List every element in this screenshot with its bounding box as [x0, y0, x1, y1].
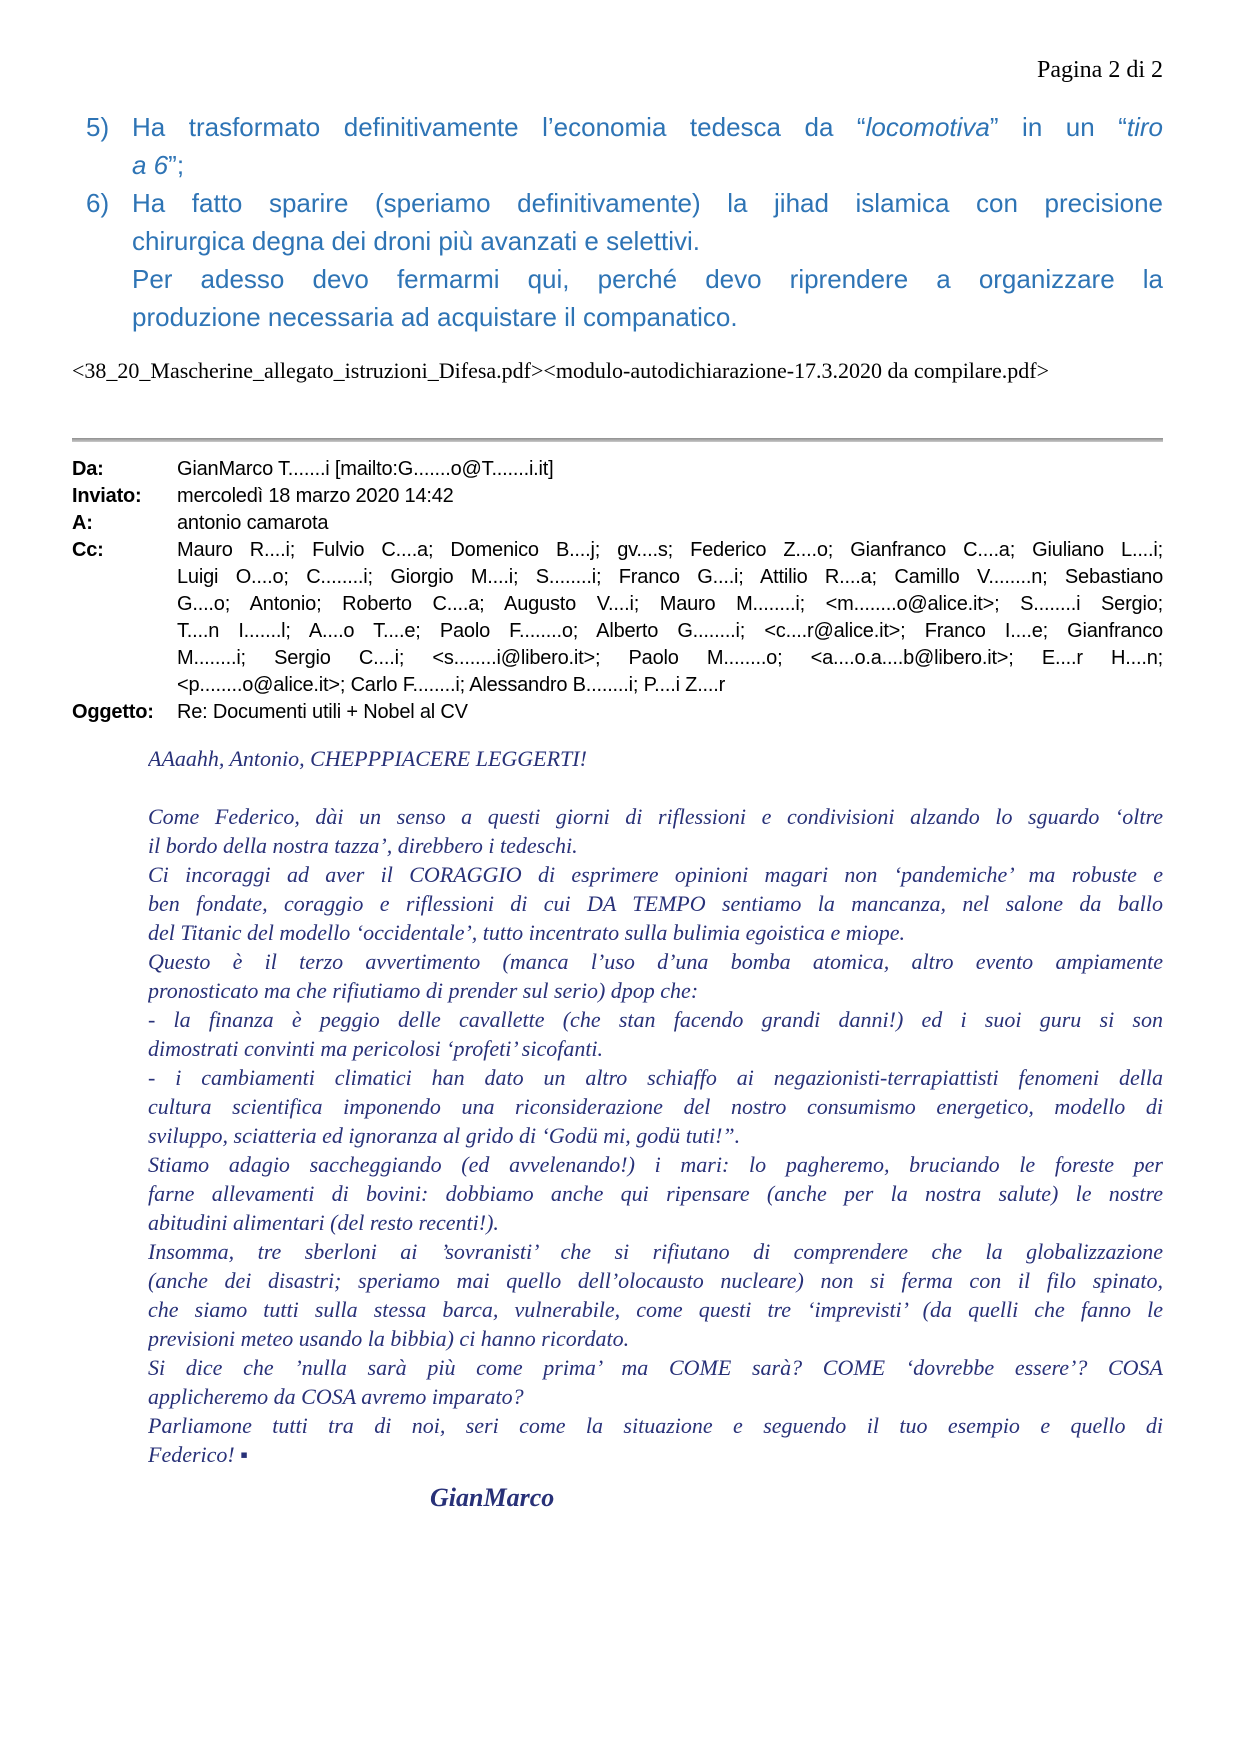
list-line: Ha fatto sparire (speriamo definitivamente) la jihad islamica con precisione [132, 188, 1163, 218]
header-row-cc [72, 537, 1163, 699]
list-line: Per adesso devo fermarmi qui, perché devo riprendere a organizzare la [132, 264, 1163, 294]
list-item-5 [72, 108, 1163, 184]
body-line: ben fondate, coraggio e riflessioni di cui DA TEMPO sentiamo la mancanza, nel salone da ballo [148, 891, 1163, 916]
body-line: AAaahh, Antonio, CHEPPPIACERE LEGGERTI! [148, 746, 587, 771]
header-row-a [72, 510, 1163, 537]
body-line: Federico! ▪ [148, 1442, 249, 1467]
cc-recipients-line: T....n I.......l; A....o T....e; Paolo F........o; Alberto G........i; <c....r@alice.it>; Franco I....e; Gianfranco [177, 620, 1163, 642]
header-row-oggetto [72, 699, 1163, 726]
body-line: cultura scientifica imponendo una riconsiderazione del nostro consumismo energetico, modello di [148, 1094, 1163, 1119]
header-value-inviato: mercoledì 18 marzo 2020 14:42 [177, 485, 454, 507]
body-line: sviluppo, sciatteria ed ignoranza al grido di ‘Godü mi, godü tuti!”. [148, 1123, 741, 1148]
body-line: Ci incoraggi ad aver il CORAGGIO di esprimere opinioni magari non ‘pandemiche’ ma robuste e [148, 862, 1163, 887]
list-item-number: 6) [86, 188, 110, 218]
list-item-number: 5) [86, 112, 110, 142]
header-label-cc: Cc: [72, 539, 104, 561]
body-line: Come Federico, dài un senso a questi giorni di riflessioni e condivisioni alzando lo sguardo ‘oltre [148, 804, 1163, 829]
header-value-da: GianMarco T.......i [mailto:G.......o@T.......i.it] [177, 458, 554, 480]
header-value-a: antonio camarota [177, 512, 329, 534]
body-line: previsioni meteo usando la bibbia) ci hanno ricordato. [148, 1326, 630, 1351]
list-line: chirurgica degna dei droni più avanzati e selettivi. [132, 226, 701, 256]
body-line: il bordo della nostra tazza’, direbbero i tedeschi. [148, 833, 578, 858]
body-line: Parliamone tutti tra di noi, seri come la situazione e seguendo il tuo esempio e quello di [148, 1413, 1163, 1438]
cc-recipients-line: Mauro R....i; Fulvio C....a; Domenico B....j; gv....s; Federico Z....o; Gianfranco C....a; Giuliano L....i; [177, 539, 1163, 561]
body-line: (anche dei disastri; speriamo mai quello dell’olocausto nucleare) non si ferma con il filo spinato, [148, 1268, 1163, 1293]
page-number: Pagina 2 di 2 [1037, 57, 1163, 83]
list-item-6 [72, 184, 1163, 336]
list-line: produzione necessaria ad acquistare il companatico. [132, 302, 738, 332]
signature: GianMarco [430, 1483, 555, 1512]
body-line: Insomma, tre sberloni ai ’sovranisti’ che si rifiutano di comprendere che la globalizzazione [148, 1239, 1163, 1264]
list-line: Ha trasformato definitivamente l’economia tedesca da “locomotiva” in un “tiro [132, 112, 1163, 142]
cc-recipients-line: G....o; Antonio; Roberto C....a; Augusto V....i; Mauro M........i; <m........o@alice.it>; S........i Sergio; [177, 593, 1163, 615]
header-label-da: Da: [72, 458, 104, 480]
body-line: Si dice che ’nulla sarà più come prima’ ma COME sarà? COME ‘dovrebbe essere’? COSA [148, 1355, 1163, 1380]
cc-recipients-line: Luigi O....o; C........i; Giorgio M....i; S........i; Franco G....i; Attilio R....a; Camillo V........n; Sebastiano [177, 566, 1163, 588]
header-value-cc [177, 537, 1163, 699]
cc-recipients-line: M........i; Sergio C....i; <s........i@libero.it>; Paolo M........o; <a....o.a....b@libero.it>; E....r H....n; [177, 647, 1163, 669]
body-line: farne allevamenti di bovini: dobbiamo anche qui ripensare (anche per la nostra salute) le nostre [148, 1181, 1163, 1206]
body-line: applicheremo da COSA avremo imparato? [148, 1384, 524, 1409]
body-line: che siamo tutti sulla stessa barca, vulnerabile, come questi tre ‘imprevisti’ (da quelli che fanno le [148, 1297, 1163, 1322]
list-line: a 6”; [132, 150, 185, 180]
body-line: del Titanic del modello ‘occidentale’, tutto incentrato sulla bulimia egoistica e miope. [148, 920, 906, 945]
body-line: - la finanza è peggio delle cavallette (che stan facendo grandi danni!) ed i suoi guru si son [148, 1007, 1163, 1032]
numbered-list [72, 108, 1163, 336]
body-line: abitudini alimentari (del resto recenti!). [148, 1210, 499, 1235]
cc-recipients-line: <p........o@alice.it>; Carlo F........i; Alessandro B........i; P....i Z....r [177, 674, 726, 696]
header-row-da [72, 456, 1163, 483]
body-line: Questo è il terzo avvertimento (manca l’uso d’una bomba atomica, altro evento ampiamente [148, 949, 1163, 974]
body-line: pronosticato ma che rifiutiamo di prender sul serio) dpop che: [148, 978, 699, 1003]
header-value-oggetto: Re: Documenti utili + Nobel al CV [177, 701, 468, 723]
body-line: - i cambiamenti climatici han dato un altro schiaffo ai negazionisti-terrapiattisti fenomeni della [148, 1065, 1163, 1090]
attachment-filenames: <38_20_Mascherine_allegato_istruzioni_Difesa.pdf><modulo-autodichiarazione-17.3.2020 da compilare.pdf> [72, 358, 1050, 383]
body-line: Stiamo adagio saccheggiando (ed avvelenando!) i mari: lo pagheremo, bruciando le foreste per [148, 1152, 1163, 1177]
body-line: dimostrati convinti ma pericolosi ‘profeti’ sicofanti. [148, 1036, 604, 1061]
email-body [148, 744, 1163, 1512]
header-separator-rule [72, 438, 1163, 442]
header-label-a: A: [72, 512, 93, 534]
header-label-oggetto: Oggetto: [72, 701, 154, 723]
header-row-inviato [72, 483, 1163, 510]
header-label-inviato: Inviato: [72, 485, 142, 507]
email-header-block [72, 456, 1163, 726]
